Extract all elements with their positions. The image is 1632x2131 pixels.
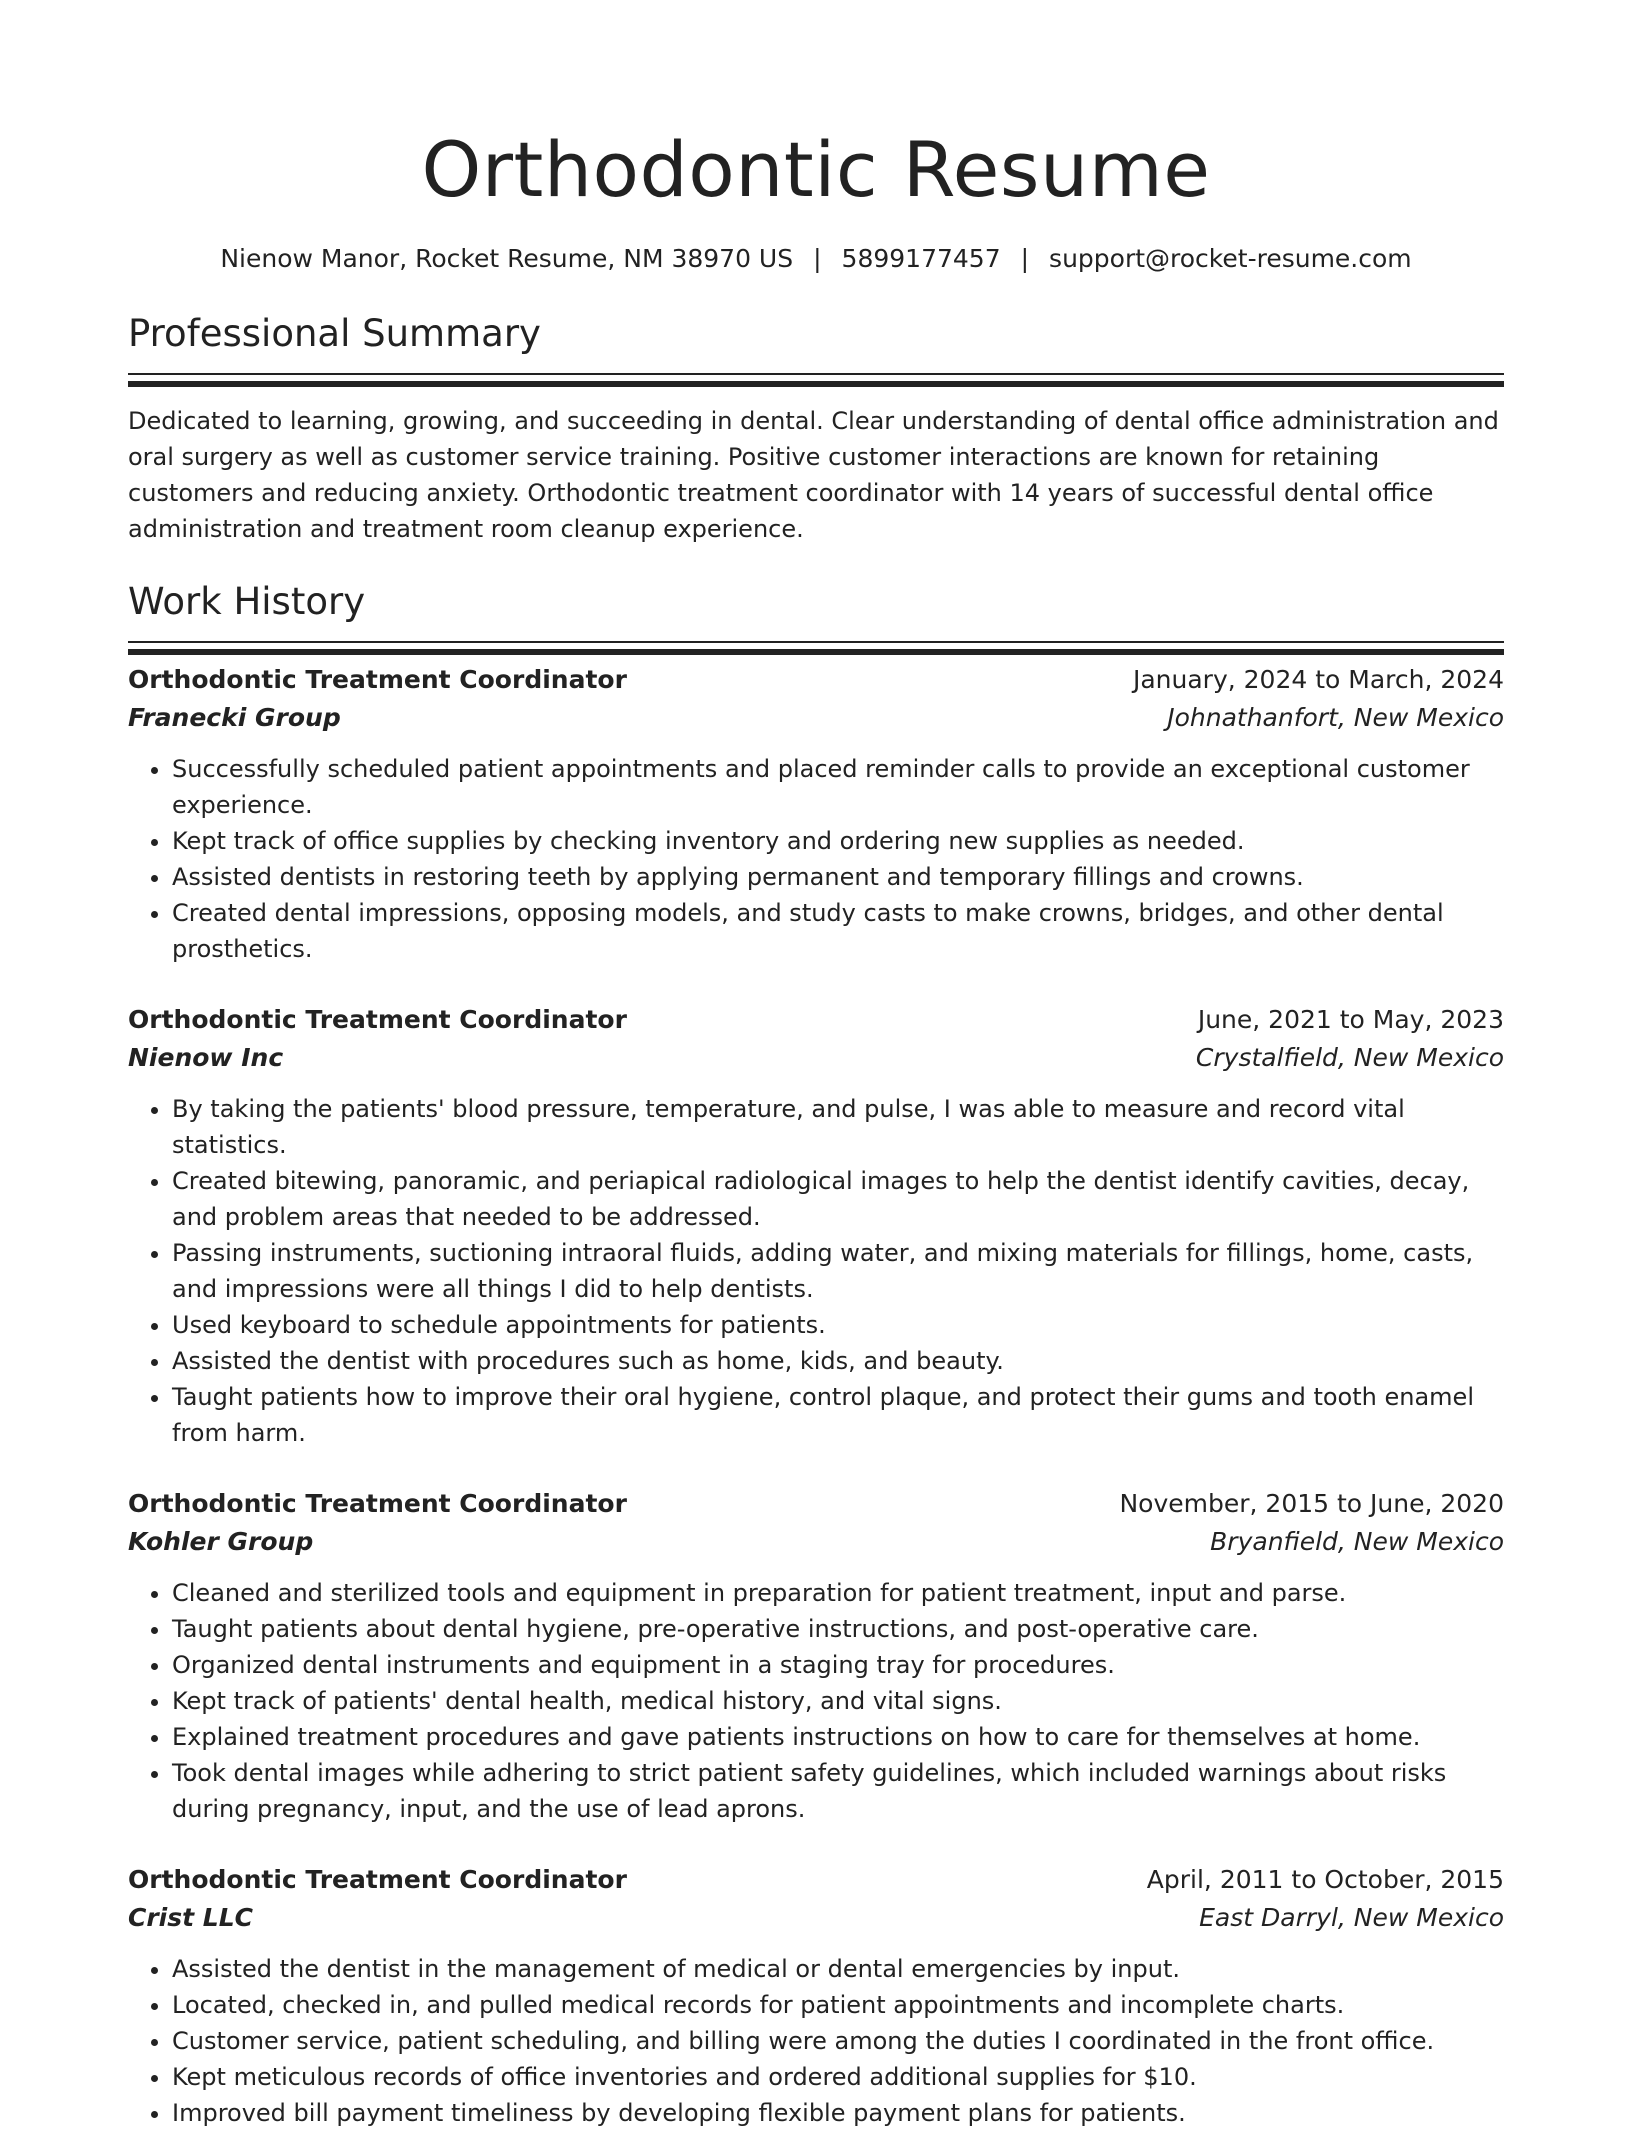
- contact-phone: 5899177457: [841, 244, 1001, 273]
- job-subheader-row: [128, 699, 1504, 737]
- job-subheader-row: [128, 1523, 1504, 1561]
- job-subheader-row: [128, 1039, 1504, 1077]
- job-bullet: • Assisted the dentist in the management of medical or dental emergencies by input.: [172, 1951, 1504, 1987]
- contact-separator: |: [1020, 244, 1030, 273]
- job-bullet: • Explained treatment procedures and gave patients instructions on how to care for themselves at home.: [172, 1719, 1504, 1755]
- section-divider: [128, 373, 1504, 375]
- job-company: Kohler Group: [128, 1527, 314, 1556]
- job-dates: November, 2015 to June, 2020: [1119, 1489, 1504, 1518]
- job-bullet: • Assisted dentists in restoring teeth by applying permanent and temporary fillings and crowns.: [172, 859, 1504, 895]
- job-entry: [128, 661, 1504, 967]
- job-entry: [128, 1861, 1504, 2131]
- job-location: Crystalfield, New Mexico: [1195, 1043, 1504, 1072]
- job-bullet: • Assisted the dentist with procedures such as home, kids, and beauty.: [172, 1343, 1504, 1379]
- job-bullet: • Customer service, patient scheduling, and billing were among the duties I coordinated in the front office.: [172, 2023, 1504, 2059]
- job-entry: [128, 1485, 1504, 1827]
- contact-address: Nienow Manor, Rocket Resume, NM 38970 US: [220, 244, 794, 273]
- job-title: Orthodontic Treatment Coordinator: [128, 1005, 627, 1034]
- job-bullet: • Located, checked in, and pulled medical records for patient appointments and incomplete charts.: [172, 1987, 1504, 2023]
- job-bullets: [128, 1951, 1504, 2131]
- job-bullet: • Kept meticulous records of office inventories and ordered additional supplies for $10.: [172, 2059, 1504, 2095]
- job-header-row: [128, 1485, 1504, 1523]
- job-title: Orthodontic Treatment Coordinator: [128, 1865, 627, 1894]
- job-title: Orthodontic Treatment Coordinator: [128, 665, 627, 694]
- job-bullet: • Taught patients about dental hygiene, pre-operative instructions, and post-operative care.: [172, 1611, 1504, 1647]
- section-title-summary: Professional Summary: [128, 312, 541, 355]
- job-bullet: • Passing instruments, suctioning intraoral fluids, adding water, and mixing materials for fillings, home, casts, and impressions were all things I did to help dentists.: [172, 1235, 1504, 1307]
- resume-name: Orthodontic Resume: [421, 125, 1211, 214]
- job-subheader-row: [128, 1899, 1504, 1937]
- work-history-section: [128, 577, 1504, 2131]
- job-bullet: • By taking the patients' blood pressure, temperature, and pulse, I was able to measure and record vital statistics.: [172, 1091, 1504, 1163]
- job-company: Nienow Inc: [128, 1043, 284, 1072]
- job-bullet: • Kept track of patients' dental health, medical history, and vital signs.: [172, 1683, 1504, 1719]
- summary-text: Dedicated to learning, growing, and succeeding in dental. Clear understanding of dental office administration and oral surgery as well as customer service training. Positive customer interactions are known for retaining customers and reducing anxiety. Orthodontic treatment coordinator with 14 years of successful dental office administration and treatment room cleanup experience.: [128, 407, 1499, 543]
- job-dates: January, 2024 to March, 2024: [1132, 665, 1504, 694]
- job-bullet: • Created bitewing, panoramic, and periapical radiological images to help the dentist identify cavities, decay, and problem areas that needed to be addressed.: [172, 1163, 1504, 1235]
- job-location: Johnathanfort, New Mexico: [1167, 703, 1504, 732]
- job-company: Franecki Group: [128, 703, 341, 732]
- job-bullet: • Successfully scheduled patient appointments and placed reminder calls to provide an exceptional customer experience.: [172, 751, 1504, 823]
- resume-page: [128, 0, 1504, 2131]
- job-entry: [128, 1001, 1504, 1451]
- job-header-row: [128, 1861, 1504, 1899]
- job-bullet: • Improved bill payment timeliness by developing flexible payment plans for patients.: [172, 2095, 1504, 2131]
- contact-email: support@rocket-resume.com: [1049, 244, 1412, 273]
- job-bullet: • Created dental impressions, opposing models, and study casts to make crowns, bridges, and other dental prosthetics.: [172, 895, 1504, 967]
- job-bullets: [128, 751, 1504, 967]
- job-bullet: • Kept track of office supplies by checking inventory and ordering new supplies as needed.: [172, 823, 1504, 859]
- job-title: Orthodontic Treatment Coordinator: [128, 1489, 627, 1518]
- contact-separator: |: [813, 244, 822, 273]
- contact-line: [128, 242, 1504, 276]
- job-bullet: • Taught patients how to improve their oral hygiene, control plaque, and protect their gums and tooth enamel from harm.: [172, 1379, 1504, 1451]
- job-bullets: [128, 1575, 1504, 1827]
- job-dates: April, 2011 to October, 2015: [1146, 1865, 1504, 1894]
- job-location: East Darryl, New Mexico: [1199, 1903, 1504, 1932]
- job-dates: June, 2021 to May, 2023: [1197, 1005, 1504, 1034]
- job-bullet: • Used keyboard to schedule appointments for patients.: [172, 1307, 1504, 1343]
- job-header-row: [128, 1001, 1504, 1039]
- job-bullet: • Took dental images while adhering to strict patient safety guidelines, which included warnings about risks during pregnancy, input, and the use of lead aprons.: [172, 1755, 1504, 1827]
- job-header-row: [128, 661, 1504, 699]
- job-bullet: • Organized dental instruments and equipment in a staging tray for procedures.: [172, 1647, 1504, 1683]
- job-bullet: • Cleaned and sterilized tools and equipment in preparation for patient treatment, input and parse.: [172, 1575, 1504, 1611]
- job-bullets: [128, 1091, 1504, 1451]
- section-title-work: Work History: [128, 580, 366, 623]
- job-company: Crist LLC: [128, 1903, 253, 1932]
- job-location: Bryanfield, New Mexico: [1210, 1527, 1504, 1556]
- section-divider: [128, 641, 1504, 643]
- professional-summary-section: [128, 309, 1504, 547]
